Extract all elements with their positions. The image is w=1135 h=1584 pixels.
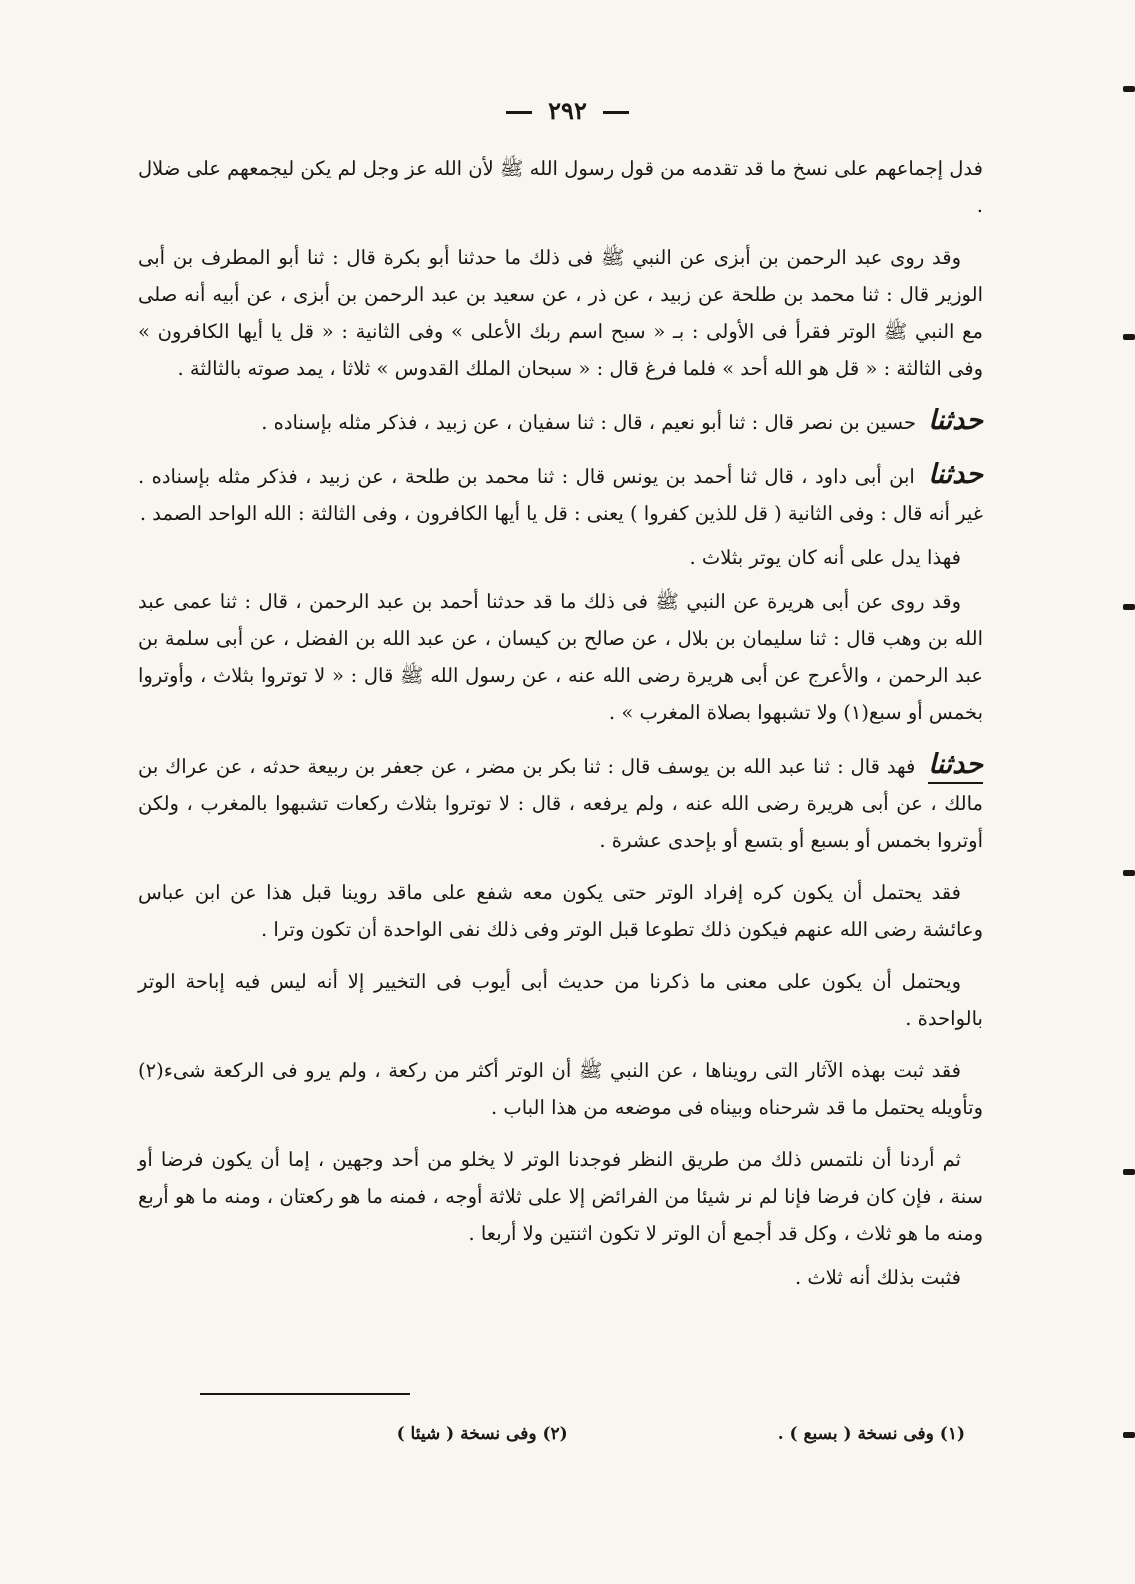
paragraph	[138, 239, 983, 387]
page-number-value: ٢٩٢	[548, 96, 587, 125]
haddathana-lead: حدثنا	[928, 459, 983, 490]
paragraph	[138, 746, 983, 859]
paragraph-text: ويحتمل أن يكون على معنى ما ذكرنا من حديث أبى أيوب فى التخيير إلا أنه ليس فيه إباحة الوتر بالواحدة .	[138, 970, 983, 1030]
paragraph	[138, 963, 983, 1037]
paragraph-text: حسين بن نصر قال : ثنا أبو نعيم ، قال : ثنا سفيان ، عن زبيد ، فذكر مثله بإسناده .	[261, 411, 917, 434]
binding-mark	[1123, 334, 1135, 340]
paragraph-text: فقد يحتمل أن يكون كره إفراد الوتر حتى يكون معه شفع على ماقد روينا قبل هذا عن ابن عباس وعائشة رضى الله عنهم فيكون ذلك تطوعا قبل الوتر وفى ذلك نفى الواحدة أن تكون وترا .	[138, 881, 983, 941]
haddathana-lead: حدثنا	[928, 405, 983, 436]
paragraph	[138, 583, 983, 731]
paragraph-text: ابن أبى داود ، قال ثنا أحمد بن يونس قال : ثنا محمد بن طلحة ، عن زبيد ، فذكر مثله بإسناده . غير أنه قال : وفى الثانية ( قل للذين كفروا ) يعنى : قل يا أيها الكافرون ، وفى الثالثة : الله الواحد الصمد .	[138, 465, 983, 525]
footnotes	[150, 1424, 965, 1444]
binding-mark	[1123, 870, 1135, 876]
page-number	[0, 96, 1135, 125]
paragraph	[138, 1141, 983, 1252]
footnote-2: (٢) وفى نسخة ( شيئا )	[396, 1424, 568, 1444]
page-number-dash	[603, 111, 629, 114]
page-number-dash	[506, 111, 532, 114]
body-text	[138, 150, 983, 1303]
binding-mark	[1123, 604, 1135, 610]
paragraph	[138, 1259, 983, 1296]
paragraph-text: فهذا يدل على أنه كان يوتر بثلاث .	[689, 546, 961, 569]
paragraph	[138, 402, 983, 441]
footnote-rule	[200, 1393, 410, 1395]
binding-mark	[1123, 86, 1135, 92]
paragraph	[138, 874, 983, 948]
paragraph	[138, 150, 983, 224]
paragraph-text: فهد قال : ثنا عبد الله بن يوسف قال : ثنا بكر بن مضر ، عن جعفر بن ربيعة حدثه ، عن عراك بن مالك ، عن أبى هريرة رضى الله عنه ، ولم يرفعه ، قال : لا توتروا بثلاث ركعات تشبهوا بالمغرب ، ولكن أوتروا بخمس أو بسبع أو بتسع أو بإحدى عشرة .	[138, 755, 983, 852]
paragraph	[138, 1052, 983, 1126]
paragraph	[138, 539, 983, 576]
binding-mark	[1123, 1169, 1135, 1175]
paragraph	[138, 456, 983, 532]
paragraph-text: وقد روى عن أبى هريرة عن النبي ﷺ فى ذلك ما قد حدثنا أحمد بن عبد الرحمن ، قال : ثنا عمى عبد الله بن وهب قال : ثنا سليمان بن بلال ، عن صالح بن كيسان ، عن عبد الله بن الفضل ، عن أبى سلمة بن عبد الرحمن ، والأعرج عن أبى هريرة رضى الله عنه ، عن رسول الله ﷺ قال : « لا توتروا بثلاث ، وأوتروا بخمس أو سبع(١) ولا تشبهوا بصلاة المغرب » .	[138, 590, 983, 724]
paragraph-text: فقد ثبت بهذه الآثار التى رويناها ، عن النبي ﷺ أن الوتر أكثر من ركعة ، ولم يرو فى الركعة شىء(٢) وتأويله يحتمل ما قد شرحناه وبيناه فى موضعه من هذا الباب .	[138, 1059, 983, 1119]
paragraph-text: ثم أردنا أن نلتمس ذلك من طريق النظر فوجدنا الوتر لا يخلو من أحد وجهين ، إما أن يكون فرضا أو سنة ، فإن كان فرضا فإنا لم نر شيئا من الفرائض إلا على ثلاثة أوجه ، فمنه ما هو ركعتان ، ومنه ما هو أربع ومنه ما هو ثلاث ، وكل قد أجمع أن الوتر لا تكون اثنتين ولا أربعا .	[138, 1148, 983, 1245]
footnote-1: (١) وفى نسخة ( بسبع ) .	[777, 1424, 965, 1444]
paragraph-text: وقد روى عبد الرحمن بن أبزى عن النبي ﷺ فى ذلك ما حدثنا أبو بكرة قال : ثنا أبو المطرف بن أبى الوزير قال : ثنا محمد بن طلحة عن زبيد ، عن ذر ، عن سعيد بن عبد الرحمن بن أبزى ، عن أبيه أنه صلى مع النبي ﷺ الوتر فقرأ فى الأولى : بـ « سبح اسم ربك الأعلى » وفى الثانية : « قل يا أيها الكافرون » وفى الثالثة : « قل هو الله أحد » فلما فرغ قال : « سبحان الملك القدوس » ثلاثا ، يمد صوته بالثالثة .	[138, 246, 983, 380]
binding-mark	[1123, 1432, 1135, 1438]
haddathana-lead: حدثنا	[928, 749, 983, 784]
paragraph-text: فدل إجماعهم على نسخ ما قد تقدمه من قول رسول الله ﷺ لأن الله عز وجل لم يكن ليجمعهم على ضلال .	[138, 157, 983, 217]
paragraph-text: فثبت بذلك أنه ثلاث .	[795, 1266, 961, 1289]
